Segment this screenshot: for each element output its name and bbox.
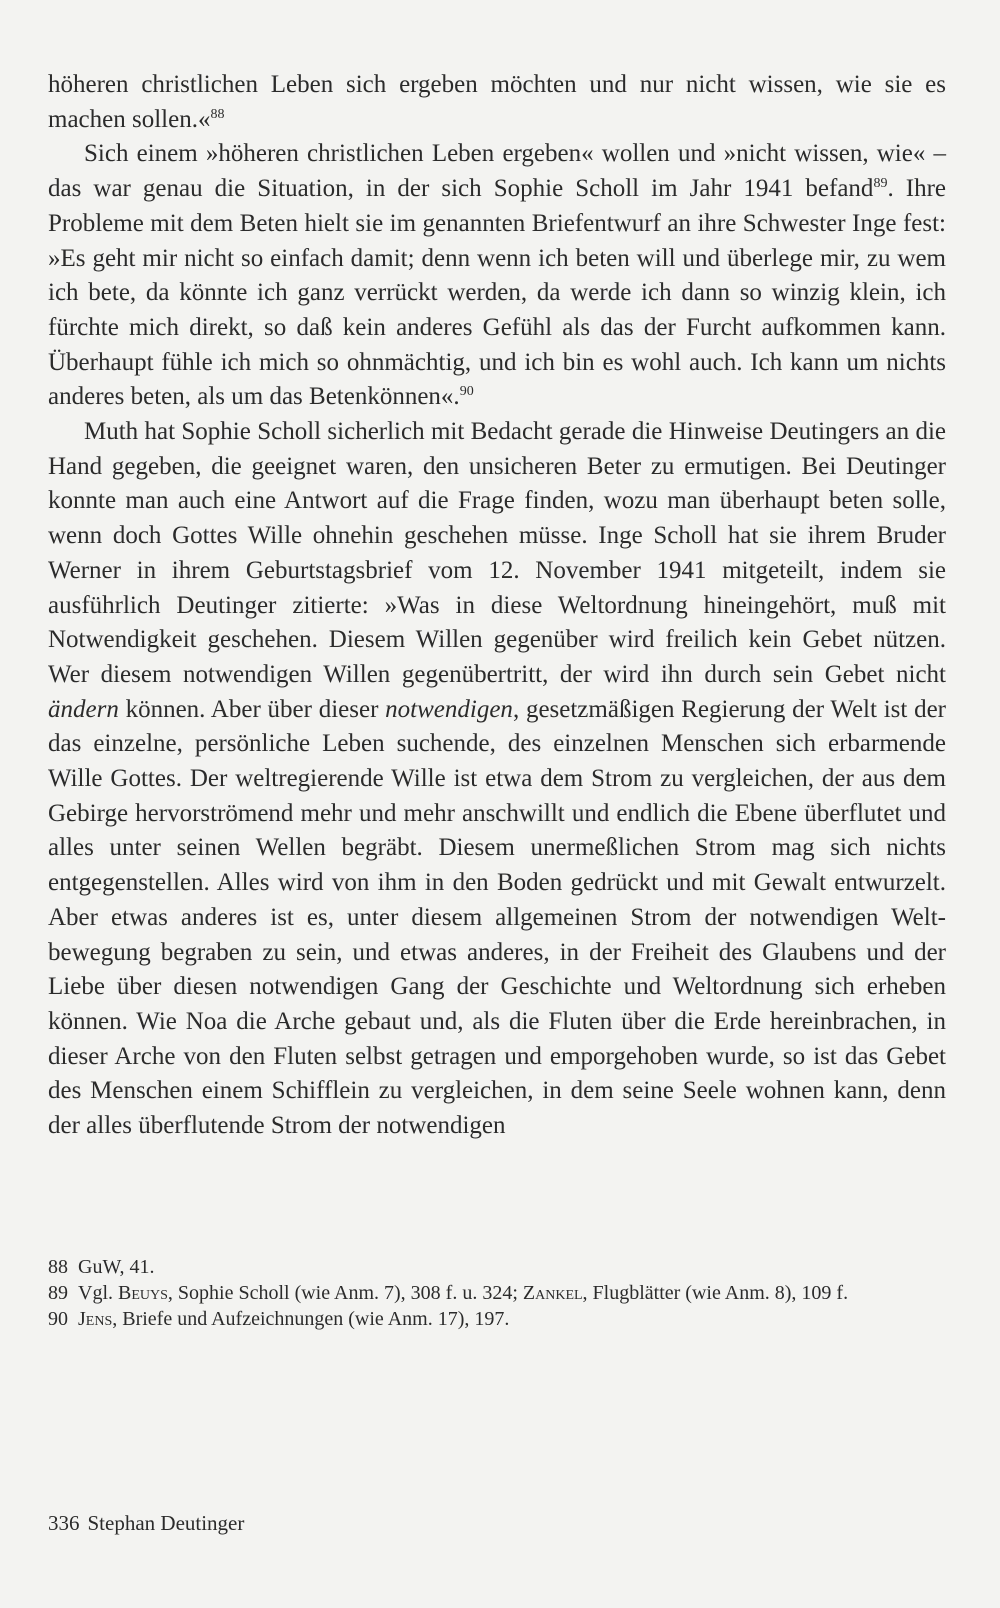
footnote-ref-90: 90 <box>459 384 474 400</box>
footnote-author: Jens <box>78 1308 113 1330</box>
emphasis-notwendigen: notwendigen <box>385 695 513 723</box>
footnote-89 <box>48 1280 968 1306</box>
paragraph-3-text: Muth hat Sophie Scholl sicherlich mit Bedacht gerade die Hinweise Deutingers an die Hand gegeben, die geeignet waren, den unsicheren Beter zu ermutigen. Bei Deutinger konnte man auch eine Antwort auf die Frage finden, wozu man überhaupt beten solle, wenn doch Gottes Wille ohnehin geschehen müsse. Inge Scholl hat sie ihrem Bruder Werner in ihrem Geburtstagsbrief vom 12. November 1941 mitgeteilt, indem sie ausführlich Deutinger zitierte: »Was in diese Weltordnung hineingehört, muß mit Notwendigkeit geschehen. Diesem Willen gegenüber wird freilich kein Gebet nützen. Wer diesem notwendigen Willen gegenübertritt, der wird ihn durch sein Gebet nicht <box>48 418 946 688</box>
paragraph-1 <box>48 68 946 137</box>
paragraph-3 <box>48 415 946 1144</box>
paragraph-2-text-continued: . Ihre Probleme mit dem Beten hielt sie im genannten Briefentwurf an ihre Schwester Inge fest: »Es geht mir nicht so einfach damit; denn wenn ich beten will und überlege mir, zu wem ich bete, da könnte ich ganz verrückt werden, da werde ich dann so winzig klein, ich fürchte mich direkt, so daß kein anderes Gefühl als das der Furcht aufkommen kann. Überhaupt fühle ich mich so ohnmächtig, und ich bin es wohl auch. Ich kann um nichts anderes beten, als um das Betenkönnen«. <box>48 175 946 411</box>
body-text <box>48 68 946 1144</box>
footnote-88 <box>48 1254 968 1280</box>
paragraph-1-text: höheren christlichen Leben sich ergeben möchten und nur nicht wissen, wie sie es machen sollen.« <box>48 71 946 133</box>
footnote-text: GuW, 41. <box>78 1256 155 1278</box>
footnote-number: 88 <box>48 1256 68 1278</box>
footnote-author: Zankel <box>522 1282 583 1304</box>
paragraph-2 <box>48 137 946 415</box>
footnote-ref-88: 88 <box>210 106 225 122</box>
footnote-number: 90 <box>48 1308 68 1330</box>
paragraph-2-text: Sich einem »höheren christlichen Leben ergeben« wollen und »nicht wissen, wie« – das war genau die Situation, in der sich Sophie Scholl im Jahr 1941 befand <box>48 140 946 203</box>
footnotes <box>48 1254 968 1332</box>
footnote-author: Beuys <box>118 1282 168 1304</box>
footnote-text: , Briefe und Aufzeichnungen (wie Anm. 17), 197. <box>112 1308 510 1330</box>
page-footer <box>48 1510 244 1536</box>
paragraph-3-text-mid: können. Aber über dieser <box>118 695 386 723</box>
footnote-text: , Flugblätter (wie Anm. 8), 109 f. <box>582 1282 849 1304</box>
footnote-text: , Sophie Scholl (wie Anm. 7), 308 f. u. 324; <box>167 1282 523 1304</box>
paragraph-3-text-end: , gesetzmäßigen Regierung der Welt ist der das einzelne, persönliche Leben suchende, des einzelnen Menschen sich erbarmende Wille Gottes. Der weltregierende Wille ist etwa dem Strom zu vergleichen, der aus dem Gebirge hervorströmend mehr und mehr anschwillt und endlich die Ebene überflutet und alles unter seinen Wellen begräbt. Diesem unermeßlichen Strom mag sich nichts entgegenstellen. Alles wird von ihm in den Boden gedrückt und mit Gewalt entwurzelt. Aber etwas anderes ist es, unter diesem allgemeinen Strom der notwendigen Weltbewegung begraben zu sein, und etwas anderes, in der Freiheit des Glaubens und der Liebe über diesen notwendigen Gang der Geschichte und Weltordnung sich erheben können. Wie Noa die Arche gebaut und, als die Fluten über die Erde hereinbrachen, in dieser Arche von den Fluten selbst getragen und emporgehoben wurde, so ist das Gebet des Menschen einem Schifflein zu vergleichen, in dem seine Seele wohnen kann, denn der alles überflutende Strom der notwendigen <box>48 695 947 1140</box>
emphasis-aendern: ändern <box>48 695 119 723</box>
page-number: 336 <box>48 1511 80 1535</box>
footnote-90 <box>48 1306 968 1332</box>
footnote-text: Vgl. <box>78 1282 118 1304</box>
footnote-ref-89: 89 <box>873 176 888 192</box>
footnote-number: 89 <box>48 1282 68 1304</box>
running-title: Stephan Deutinger <box>87 1511 245 1535</box>
